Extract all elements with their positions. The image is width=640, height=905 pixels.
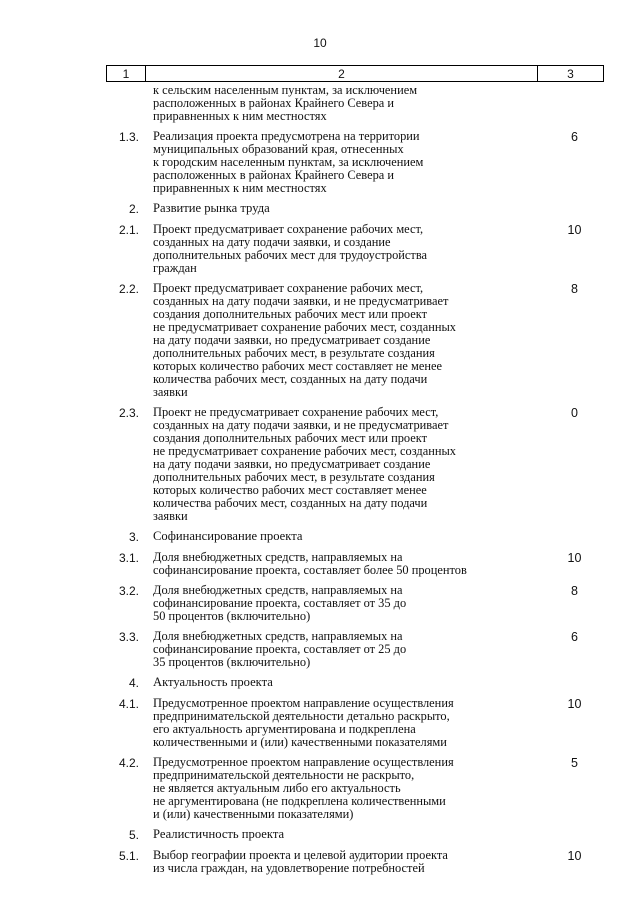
description-line: муниципальных образований края, отнесенных <box>153 142 404 156</box>
row-score <box>537 84 604 123</box>
row-score: 6 <box>571 630 578 644</box>
description-line: граждан <box>153 261 197 275</box>
row-description <box>145 130 537 195</box>
row-description <box>145 202 537 216</box>
table-row <box>106 697 604 749</box>
description-line: 50 процентов (включительно) <box>153 609 311 623</box>
row-number: 3.2. <box>118 584 139 598</box>
row-description <box>145 584 537 623</box>
description-line: Проект не предусматривает сохранение рабочих мест, <box>153 405 439 419</box>
description-line: созданных на дату подачи заявки, и не предусматривает <box>153 418 449 432</box>
row-score: 0 <box>571 406 578 420</box>
criteria-table-body <box>106 84 604 882</box>
row-number: 5.1. <box>118 849 139 863</box>
row-score: 10 <box>567 697 582 711</box>
row-score: 6 <box>571 130 578 144</box>
description-line: дополнительных рабочих мест, в результате создания <box>153 346 435 360</box>
description-line: софинансирование проекта, составляет от 25 до <box>153 642 407 656</box>
description-line: его актуальность аргументирована и подкреплена <box>153 722 416 736</box>
header-col-1: 1 <box>107 66 146 81</box>
description-line: Предусмотренное проектом направление осуществления <box>153 755 454 769</box>
row-score: 10 <box>567 223 582 237</box>
description-line: из числа граждан, на удовлетворение потребностей <box>153 861 425 875</box>
description-line: которых количество рабочих мест составляет не менее <box>153 359 442 373</box>
description-line: софинансирование проекта, составляет более 50 процентов <box>153 563 467 577</box>
page-number: 10 <box>313 36 327 50</box>
table-row <box>106 551 604 577</box>
row-number: 2. <box>128 202 139 216</box>
row-score: 8 <box>571 282 578 296</box>
header-col-2: 2 <box>146 66 538 81</box>
row-number: 3.3. <box>118 630 139 644</box>
description-line: Проект предусматривает сохранение рабочих мест, <box>153 222 424 236</box>
description-line: Развитие рынка труда <box>153 201 270 215</box>
row-description <box>145 223 537 275</box>
row-description <box>145 551 537 577</box>
table-row <box>106 584 604 623</box>
row-number: 4. <box>128 676 139 690</box>
row-description <box>145 630 537 669</box>
description-line: 35 процентов (включительно) <box>153 655 311 669</box>
table-row <box>106 849 604 875</box>
row-score: 8 <box>571 584 578 598</box>
description-line: расположенных в районах Крайнего Севера и <box>153 168 394 182</box>
description-line: количества рабочих мест, созданных на дату подачи <box>153 496 428 510</box>
table-row <box>106 406 604 523</box>
header-col-3: 3 <box>567 66 574 81</box>
description-line: не предусматривает сохранение рабочих мест, созданных <box>153 444 456 458</box>
description-line: Предусмотренное проектом направление осуществления <box>153 696 454 710</box>
row-description <box>145 756 537 821</box>
row-description <box>145 697 537 749</box>
table-row <box>106 202 604 216</box>
table-row <box>106 223 604 275</box>
description-line: которых количество рабочих мест составляет менее <box>153 483 427 497</box>
row-score: 5 <box>571 756 578 770</box>
description-line: предпринимательской деятельности детально раскрыто, <box>153 709 450 723</box>
row-description <box>145 676 537 690</box>
table-row <box>106 676 604 690</box>
description-line: не предусматривает сохранение рабочих мест, созданных <box>153 320 456 334</box>
row-number: 4.2. <box>118 756 139 770</box>
description-line: на дату подачи заявки, но предусматривает создание <box>153 333 431 347</box>
description-line: софинансирование проекта, составляет от 35 до <box>153 596 407 610</box>
row-score: 10 <box>567 551 582 565</box>
description-line: на дату подачи заявки, но предусматривает создание <box>153 457 431 471</box>
description-line: не является актуальным либо его актуальность <box>153 781 401 795</box>
description-line: количественными и (или) качественными показателями <box>153 735 447 749</box>
row-score: 10 <box>567 849 582 863</box>
description-line: расположенных в районах Крайнего Севера и <box>153 96 394 110</box>
row-description <box>145 530 537 544</box>
table-row <box>106 630 604 669</box>
table-row <box>106 282 604 399</box>
description-line: создания дополнительных рабочих мест или проект <box>153 431 428 445</box>
row-description <box>145 84 537 123</box>
description-line: заявки <box>153 385 188 399</box>
description-line: дополнительных рабочих мест для трудоустройства <box>153 248 428 262</box>
row-description <box>145 828 537 842</box>
description-line: не аргументирована (не подкреплена количественными <box>153 794 446 808</box>
row-number: 4.1. <box>118 697 139 711</box>
row-number: 2.3. <box>118 406 139 420</box>
description-line: приравненных к ним местностях <box>153 181 327 195</box>
table-header-row <box>106 65 604 82</box>
description-line: Доля внебюджетных средств, направляемых на <box>153 583 403 597</box>
row-number: 3. <box>128 530 139 544</box>
table-row <box>106 828 604 842</box>
description-line: приравненных к ним местностях <box>153 109 327 123</box>
description-line: созданных на дату подачи заявки, и создание <box>153 235 391 249</box>
row-number <box>106 84 145 123</box>
row-score <box>537 202 604 216</box>
description-line: Проект предусматривает сохранение рабочих мест, <box>153 281 424 295</box>
description-line: дополнительных рабочих мест, в результате создания <box>153 470 435 484</box>
description-line: количества рабочих мест, созданных на дату подачи <box>153 372 428 386</box>
description-line: к городским населенным пунктам, за исключением <box>153 155 424 169</box>
description-line: Софинансирование проекта <box>153 529 303 543</box>
row-score <box>537 828 604 842</box>
row-score <box>537 676 604 690</box>
description-line: Доля внебюджетных средств, направляемых на <box>153 629 403 643</box>
description-line: Актуальность проекта <box>153 675 273 689</box>
description-line: и (или) качественными показателями) <box>153 807 354 821</box>
description-line: Доля внебюджетных средств, направляемых на <box>153 550 403 564</box>
description-line: заявки <box>153 509 188 523</box>
description-line: создания дополнительных рабочих мест или проект <box>153 307 428 321</box>
table-row <box>106 530 604 544</box>
description-line: Реализация проекта предусмотрена на территории <box>153 129 420 143</box>
description-line: созданных на дату подачи заявки, и не предусматривает <box>153 294 449 308</box>
description-line: предпринимательской деятельности не раскрыто, <box>153 768 415 782</box>
row-score <box>537 530 604 544</box>
description-line: Выбор географии проекта и целевой аудитории проекта <box>153 848 448 862</box>
row-number: 2.2. <box>118 282 139 296</box>
table-row <box>106 130 604 195</box>
row-number: 3.1. <box>118 551 139 565</box>
row-number: 2.1. <box>118 223 139 237</box>
table-row <box>106 84 604 123</box>
row-number: 1.3. <box>118 130 139 144</box>
row-number: 5. <box>128 828 139 842</box>
table-row <box>106 756 604 821</box>
row-description <box>145 849 537 875</box>
description-line: Реалистичность проекта <box>153 827 285 841</box>
row-description <box>145 282 537 399</box>
description-line: к сельским населенным пунктам, за исключением <box>153 83 418 97</box>
row-description <box>145 406 537 523</box>
